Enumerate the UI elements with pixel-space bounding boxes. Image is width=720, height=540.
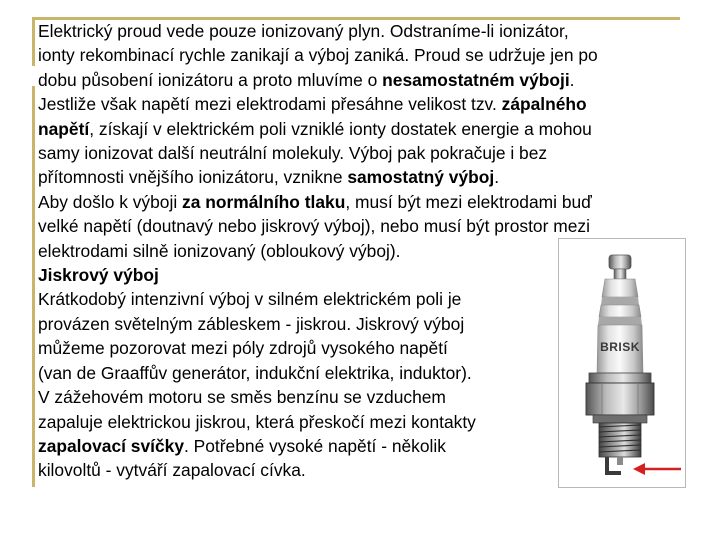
slide-frame-left-line [32,17,35,487]
term-normalni-tlak: za normálního tlaku [182,191,346,212]
text-segment: Krátkodobý intenzivní výboj v silném elektrickém poli je [38,289,462,310]
text-line [38,117,688,141]
term-zapalne-napeti: zápalného [501,94,587,115]
text-segment: dobu působení ionizátoru a proto mluvíme o [38,69,383,90]
text-segment: můžeme pozorovat mezi póly zdrojů vysokého napětí [38,338,448,359]
plug-brand-label: BRISK [600,340,640,354]
spark-plug-image [558,238,686,488]
text-segment: Aby došlo k výboji [38,191,183,212]
text-line [38,43,688,67]
text-segment: . [494,167,500,188]
text-segment: kilovoltů - vytváří zapalovací cívka. [38,460,306,481]
terminal-nut [609,255,631,269]
slide-frame-left-gap [32,66,35,86]
text-line [38,92,688,116]
red-arrow-icon [633,463,645,475]
text-segment: Elektrický proud vede pouze ionizovaný plyn. Odstraníme-li ionizátor, [38,21,569,41]
text-segment: samy ionizovat další neutrální molekuly. Výboj pak pokračuje i bez [38,143,548,164]
spark-plug-illustration [559,239,685,487]
text-segment: . Potřebné vysoké napětí - několik [184,435,446,456]
text-line [38,190,688,214]
text-line [38,141,688,165]
text-segment: V zážehovém motoru se směs benzínu se vzduchem [38,387,446,408]
text-line [38,214,688,238]
text-segment: , získají v elektrickém poli vzniklé ionty dostatek energie a mohou [89,118,592,139]
insulator-rib [602,279,638,297]
text-segment: Jestliže však napětí mezi elektrodami přesáhne velikost tzv. [38,94,502,115]
text-line [38,165,688,189]
text-segment: . [569,69,575,90]
text-segment: zapaluje elektrickou jiskrou, která přeskočí mezi kontakty [38,411,476,432]
text-segment: , musí být mezi elektrodami buď [345,191,592,212]
text-line [38,19,688,43]
term-samostatny-vyboj: samostatný výboj [347,167,495,188]
text-segment: (van de Graaffův generátor, indukční elektrika, induktor). [38,362,472,383]
text-segment: velké napětí (doutnavý nebo jiskrový výboj), nebo musí být prostor mezi [38,216,590,237]
term-zapalovaci-svicka: zapalovací svíčky [38,435,184,456]
text-segment: ionty rekombinací rychle zanikají a výboj zaniká. Proud se udržuje jen po [38,45,598,66]
section-heading-jiskrovy-vyboj: Jiskrový výboj [38,265,159,286]
term-nesamostatny-vyboj: nesamostatném výboji [382,69,570,90]
text-line [38,68,688,92]
text-segment: elektrodami silně ionizovaný (obloukový výboj). [38,240,401,261]
text-segment: přítomnosti vnějšího ionizátoru, vznikne [38,167,348,188]
term-napeti: napětí [38,118,90,139]
hex-nut [586,383,654,415]
text-segment: provázen světelným zábleskem - jiskrou. Jiskrový výboj [38,313,465,334]
